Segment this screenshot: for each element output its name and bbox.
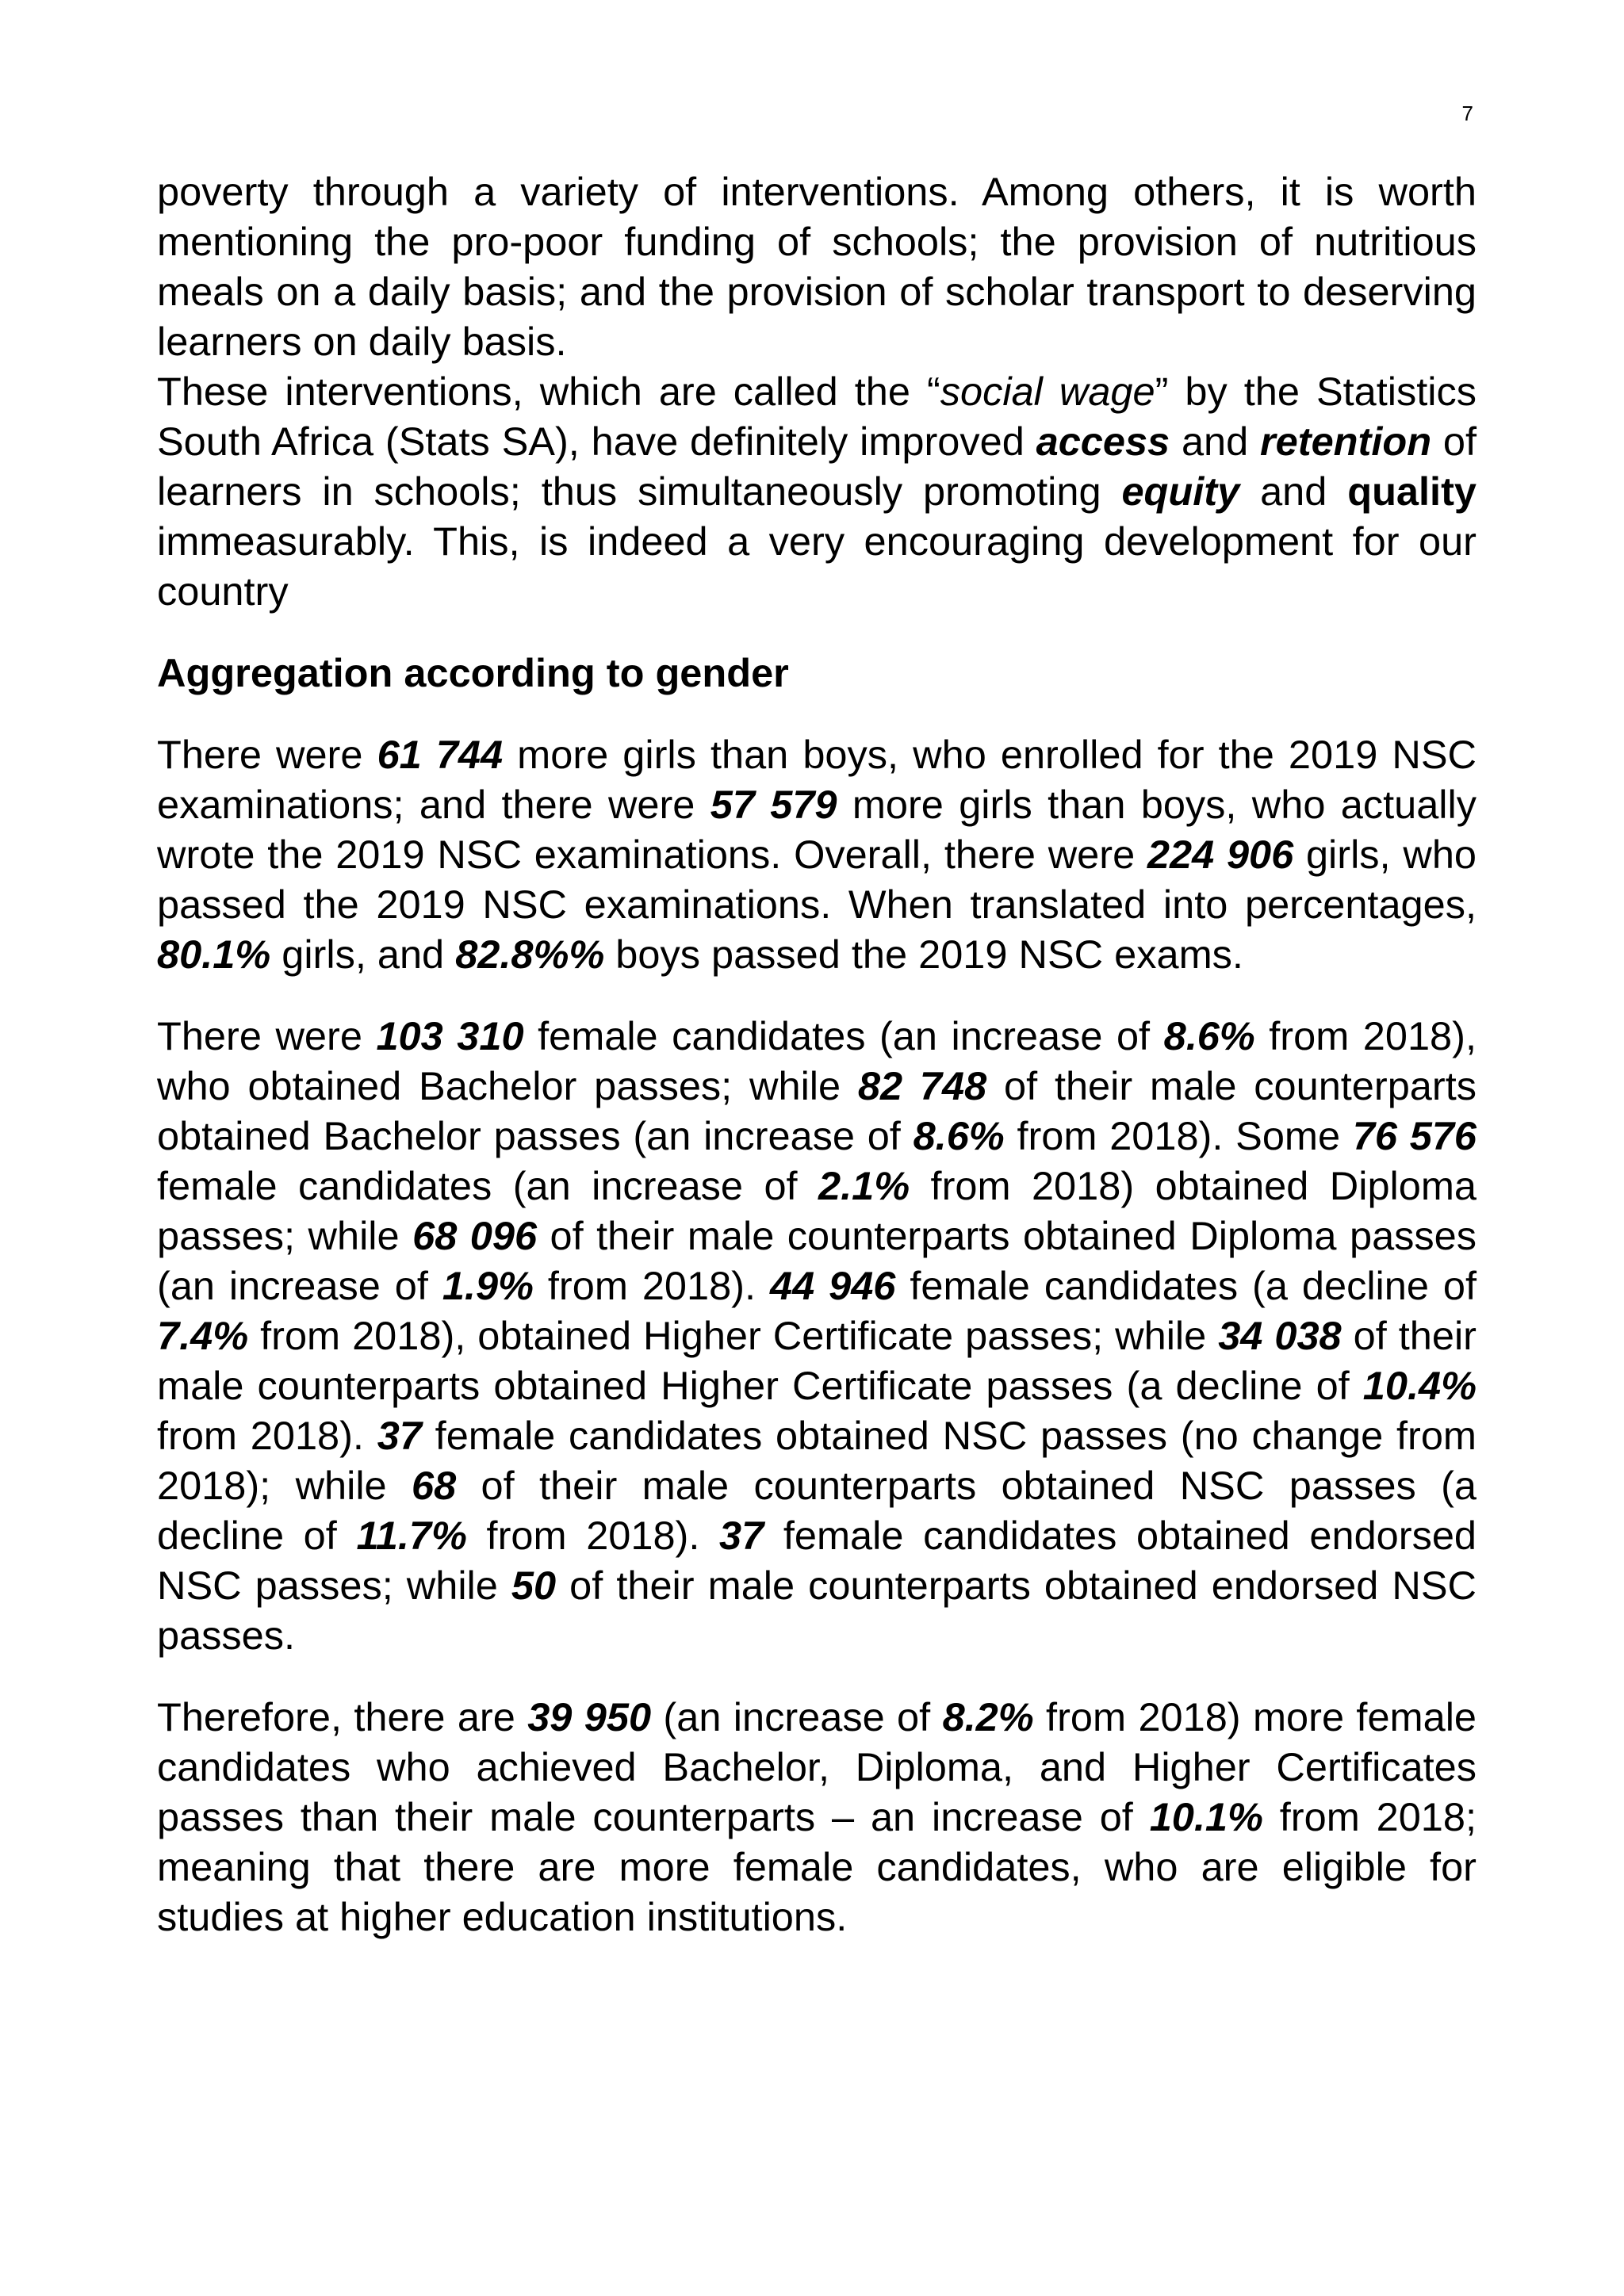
page-number: 7 xyxy=(1461,101,1473,125)
section-heading: Aggregation according to gender xyxy=(157,650,789,695)
paragraph-enrolment: There were 61 744 more girls than boys, who enrolled for the 2019 NSC examinations; and there were 57 579 more girls than boys, who actually wrote the 2019 NSC examinations. Overall, there were 224 906 girls, who passed the 2019 NSC examinations. When translated into percentages, 80.1% girls, and 82.8%% boys passed the 2019 NSC exams. xyxy=(157,732,1477,977)
paragraph-social-wage: These interventions, which are called the “social wage” by the Statistics South Africa (Stats SA), have definitely improved access and retention of learners in schools; thus simultaneously promoting equity and quality immeasurably. This, is indeed a very encouraging development for our country xyxy=(157,369,1477,614)
paragraph-pass-types: There were 103 310 female candidates (an increase of 8.6% from 2018), who obtained Bachelor passes; while 82 748 of their male counterparts obtained Bachelor passes (an increase of 8.6% from 2018). Some 76 576 female candidates (an increase of 2.1% from 2018) obtained Diploma passes; while 68 096 of their male counterparts obtained Diploma passes (an increase of 1.9% from 2018). 44 946 female candidates (a decline of 7.4% from 2018), obtained Higher Certificate passes; while 34 038 of their male counterparts obtained Higher Certificate passes (a decline of 10.4% from 2018). 37 female candidates obtained NSC passes (no change from 2018); while 68 of their male counterparts obtained NSC passes (a decline of 11.7% from 2018). 37 female candidates obtained endorsed NSC passes; while 50 of their male counterparts obtained endorsed NSC passes. xyxy=(157,1013,1477,1658)
paragraph-conclusion: Therefore, there are 39 950 (an increase of 8.2% from 2018) more female candidates who achieved Bachelor, Diploma, and Higher Certificates passes than their male counterparts – an increase of 10.1% from 2018; meaning that there are more female candidates, who are eligible for studies at higher education institutions. xyxy=(157,1694,1477,1939)
paragraph-poverty-interventions: poverty through a variety of interventions. Among others, it is worth mentioning the pro-poor funding of schools; the provision of nutritious meals on a daily basis; and the provision of scholar transport to deserving learners on daily basis. xyxy=(157,169,1477,364)
term-social-wage: social wage xyxy=(940,369,1155,414)
document-body xyxy=(157,166,1477,1942)
term-quality: quality xyxy=(1347,469,1477,514)
term-retention: retention xyxy=(1260,419,1432,464)
term-access: access xyxy=(1036,419,1170,464)
term-equity: equity xyxy=(1121,469,1240,514)
